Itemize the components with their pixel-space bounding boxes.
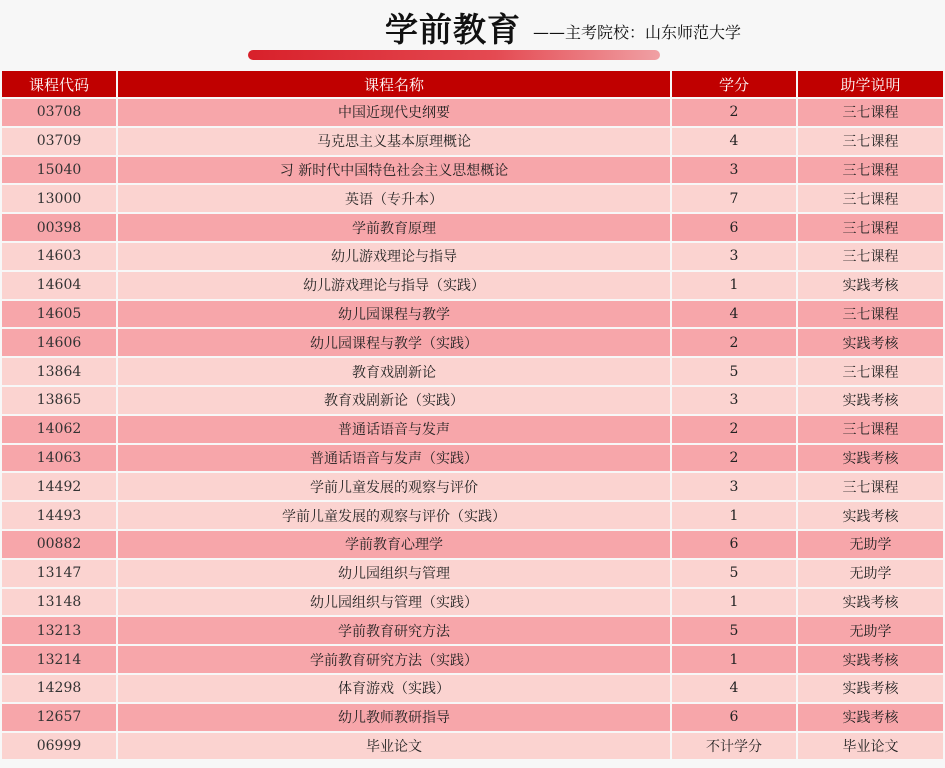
credit-cell: 6 — [672, 214, 796, 241]
course-code-cell: 14298 — [2, 675, 116, 702]
note-cell: 无助学 — [798, 617, 943, 644]
note-cell: 实践考核 — [798, 589, 943, 616]
note-cell: 三七课程 — [798, 185, 943, 212]
course-code-cell: 14605 — [2, 301, 116, 328]
course-name-cell: 幼儿游戏理论与指导（实践） — [118, 272, 670, 299]
table-body — [2, 99, 943, 759]
note-cell: 实践考核 — [798, 646, 943, 673]
credit-cell: 1 — [672, 502, 796, 529]
course-code-cell: 13864 — [2, 358, 116, 385]
credit-cell: 6 — [672, 704, 796, 731]
page-subtitle: ——主考院校：山东师范大学 — [533, 23, 742, 42]
course-code-cell: 00398 — [2, 214, 116, 241]
course-name-cell: 幼儿游戏理论与指导 — [118, 243, 670, 270]
course-code-cell: 03709 — [2, 128, 116, 155]
table-row — [2, 416, 943, 443]
course-code-cell: 13147 — [2, 560, 116, 587]
course-name-cell: 学前儿童发展的观察与评价 — [118, 473, 670, 500]
course-code-cell: 00882 — [2, 531, 116, 558]
column-header-name: 课程名称 — [118, 71, 670, 97]
note-cell: 三七课程 — [798, 243, 943, 270]
course-code-cell: 15040 — [2, 157, 116, 184]
table-row — [2, 272, 943, 299]
course-name-cell: 学前儿童发展的观察与评价（实践） — [118, 502, 670, 529]
course-code-cell: 13213 — [2, 617, 116, 644]
credit-cell: 5 — [672, 358, 796, 385]
course-name-cell: 学前教育心理学 — [118, 531, 670, 558]
credit-cell: 3 — [672, 473, 796, 500]
table-row — [2, 157, 943, 184]
credit-cell: 3 — [672, 243, 796, 270]
note-cell: 三七课程 — [798, 128, 943, 155]
note-cell: 三七课程 — [798, 214, 943, 241]
credit-cell: 不计学分 — [672, 733, 796, 760]
note-cell: 实践考核 — [798, 675, 943, 702]
course-name-cell: 教育戏剧新论 — [118, 358, 670, 385]
credit-cell: 1 — [672, 272, 796, 299]
course-code-cell: 14493 — [2, 502, 116, 529]
table-header-row — [2, 71, 943, 97]
table-row — [2, 646, 943, 673]
credit-cell: 3 — [672, 387, 796, 414]
note-cell: 三七课程 — [798, 301, 943, 328]
course-name-cell: 普通话语音与发声（实践） — [118, 445, 670, 472]
course-name-cell: 幼儿教师教研指导 — [118, 704, 670, 731]
table-row — [2, 704, 943, 731]
column-header-code: 课程代码 — [2, 71, 116, 97]
credit-cell: 5 — [672, 560, 796, 587]
table-row — [2, 560, 943, 587]
note-cell: 实践考核 — [798, 387, 943, 414]
course-code-cell: 14063 — [2, 445, 116, 472]
note-cell: 实践考核 — [798, 329, 943, 356]
note-cell: 三七课程 — [798, 473, 943, 500]
note-cell: 三七课程 — [798, 99, 943, 126]
note-cell: 实践考核 — [798, 272, 943, 299]
note-cell: 三七课程 — [798, 157, 943, 184]
course-code-cell: 13865 — [2, 387, 116, 414]
credit-cell: 4 — [672, 301, 796, 328]
table-row — [2, 214, 943, 241]
credit-cell: 2 — [672, 329, 796, 356]
table-row — [2, 358, 943, 385]
table-row — [2, 301, 943, 328]
credit-cell: 1 — [672, 646, 796, 673]
course-code-cell: 06999 — [2, 733, 116, 760]
credit-cell: 2 — [672, 445, 796, 472]
table-row — [2, 589, 943, 616]
course-code-cell: 03708 — [2, 99, 116, 126]
note-cell: 无助学 — [798, 531, 943, 558]
course-name-cell: 学前教育研究方法 — [118, 617, 670, 644]
note-cell: 无助学 — [798, 560, 943, 587]
credit-cell: 5 — [672, 617, 796, 644]
table-row — [2, 445, 943, 472]
credit-cell: 2 — [672, 99, 796, 126]
credit-cell: 3 — [672, 157, 796, 184]
note-cell: 实践考核 — [798, 704, 943, 731]
credit-cell: 7 — [672, 185, 796, 212]
course-name-cell: 体育游戏（实践） — [118, 675, 670, 702]
table-row — [2, 243, 943, 270]
note-cell: 实践考核 — [798, 502, 943, 529]
column-header-credit: 学分 — [672, 71, 796, 97]
table-row — [2, 617, 943, 644]
table-row — [2, 502, 943, 529]
course-name-cell: 学前教育原理 — [118, 214, 670, 241]
table-row — [2, 733, 943, 760]
course-name-cell: 英语（专升本） — [118, 185, 670, 212]
column-header-note: 助学说明 — [798, 71, 943, 97]
table-row — [2, 329, 943, 356]
course-code-cell: 13000 — [2, 185, 116, 212]
credit-cell: 4 — [672, 128, 796, 155]
course-name-cell: 马克思主义基本原理概论 — [118, 128, 670, 155]
note-cell: 三七课程 — [798, 358, 943, 385]
course-name-cell: 学前教育研究方法（实践） — [118, 646, 670, 673]
course-name-cell: 幼儿园组织与管理（实践） — [118, 589, 670, 616]
course-table — [0, 69, 945, 761]
course-code-cell: 12657 — [2, 704, 116, 731]
credit-cell: 2 — [672, 416, 796, 443]
course-name-cell: 幼儿园组织与管理 — [118, 560, 670, 587]
course-code-cell: 14606 — [2, 329, 116, 356]
note-cell: 毕业论文 — [798, 733, 943, 760]
table-row — [2, 531, 943, 558]
page-header — [0, 0, 945, 68]
table-row — [2, 99, 943, 126]
course-name-cell: 习 新时代中国特色社会主义思想概论 — [118, 157, 670, 184]
course-name-cell: 中国近现代史纲要 — [118, 99, 670, 126]
table-row — [2, 185, 943, 212]
table-row — [2, 675, 943, 702]
credit-cell: 6 — [672, 531, 796, 558]
course-code-cell: 13214 — [2, 646, 116, 673]
course-name-cell: 普通话语音与发声 — [118, 416, 670, 443]
note-cell: 三七课程 — [798, 416, 943, 443]
course-code-cell: 14492 — [2, 473, 116, 500]
table-row — [2, 128, 943, 155]
table-row — [2, 473, 943, 500]
course-name-cell: 幼儿园课程与教学 — [118, 301, 670, 328]
course-code-cell: 14062 — [2, 416, 116, 443]
note-cell: 实践考核 — [798, 445, 943, 472]
course-code-cell: 13148 — [2, 589, 116, 616]
course-name-cell: 教育戏剧新论（实践） — [118, 387, 670, 414]
credit-cell: 4 — [672, 675, 796, 702]
course-name-cell: 毕业论文 — [118, 733, 670, 760]
course-code-cell: 14604 — [2, 272, 116, 299]
table-row — [2, 387, 943, 414]
course-code-cell: 14603 — [2, 243, 116, 270]
page-title: 学前教育 — [385, 10, 521, 49]
course-name-cell: 幼儿园课程与教学（实践） — [118, 329, 670, 356]
credit-cell: 1 — [672, 589, 796, 616]
title-underline-bar — [248, 50, 660, 60]
